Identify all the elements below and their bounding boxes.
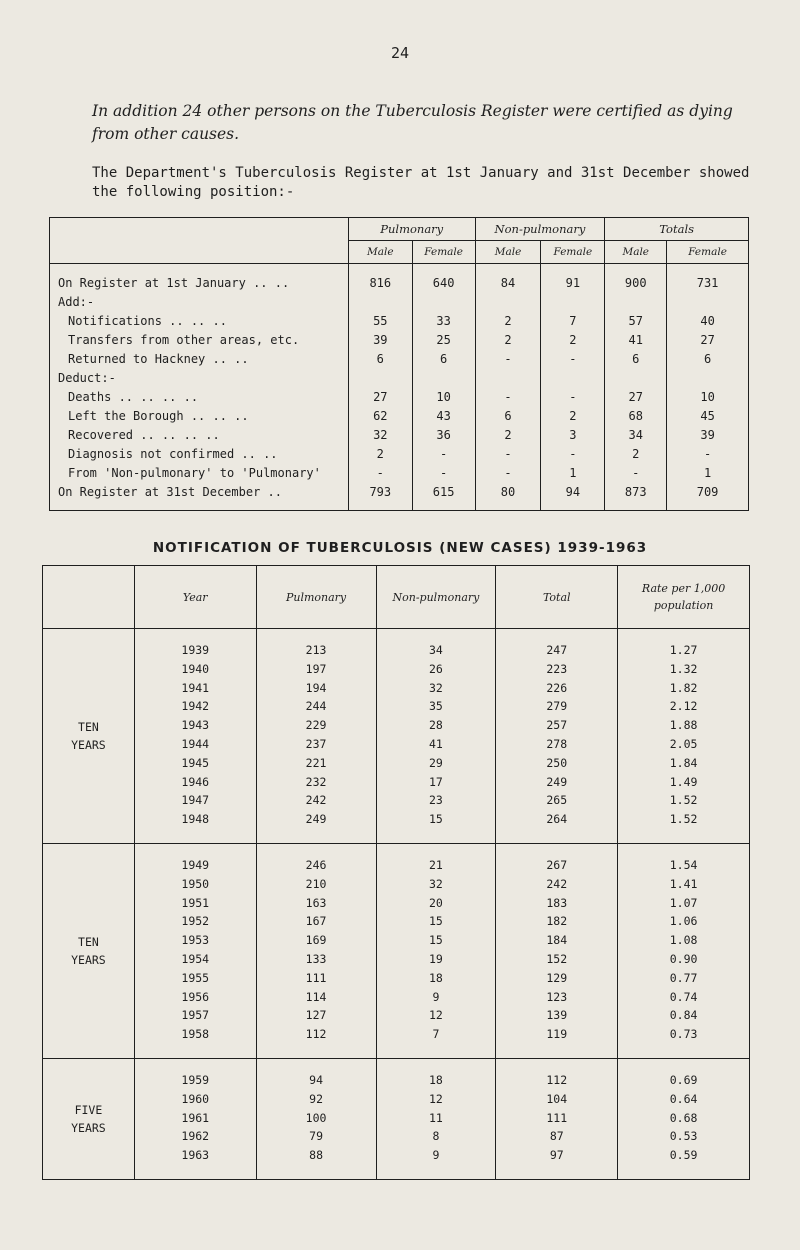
rate-value: 1.06	[669, 914, 698, 929]
rate-value: 0.90	[669, 951, 698, 966]
rate-value: 0.68	[669, 1110, 698, 1125]
notification-group-row	[43, 843, 750, 1058]
register-value	[476, 369, 541, 388]
register-row-label: Add:-	[58, 295, 95, 309]
register-sub-header: Female	[541, 241, 605, 264]
pulmonary-value: 92	[309, 1091, 323, 1106]
register-value: 39	[700, 428, 715, 442]
register-value: 2	[569, 333, 577, 347]
register-row-label: Diagnosis not confirmed .. ..	[68, 447, 278, 461]
group-label-line: YEARS	[71, 952, 106, 967]
year-value: 1950	[181, 876, 210, 891]
register-group-header: Totals	[605, 218, 749, 241]
non-pulmonary-value: 18	[429, 970, 443, 985]
notification-table	[42, 565, 750, 1180]
register-value: -	[504, 447, 512, 461]
register-value: -	[504, 352, 512, 366]
register-row-label: Transfers from other areas, etc.	[68, 333, 300, 347]
year-value: 1956	[181, 989, 210, 1004]
register-sub-header: Male	[348, 241, 412, 264]
group-label	[43, 1058, 135, 1179]
non-pulmonary-value: 9	[432, 1148, 440, 1163]
register-value: 27	[700, 333, 715, 347]
group-label-line: TEN	[78, 719, 99, 734]
register-table	[49, 217, 749, 511]
register-row-label: Deduct:-	[58, 371, 116, 385]
total-value: 250	[546, 755, 568, 770]
pulmonary-value: 79	[309, 1129, 323, 1144]
non-pulmonary-value: 29	[429, 755, 443, 770]
register-value	[605, 293, 666, 312]
column-year	[134, 843, 256, 1058]
pulmonary-value: 221	[305, 755, 327, 770]
column-pulmonary	[256, 629, 376, 844]
register-row-label: Recovered .. .. .. ..	[68, 428, 220, 442]
total-value: 279	[546, 699, 568, 714]
non-pulmonary-value: 19	[429, 951, 443, 966]
register-value: 2	[504, 333, 512, 347]
total-value: 104	[546, 1091, 568, 1106]
year-value: 1953	[181, 933, 210, 948]
register-value: 33	[436, 314, 451, 328]
pulmonary-value: 167	[305, 914, 327, 929]
pulmonary-value: 111	[305, 970, 327, 985]
non-pulmonary-value: 28	[429, 718, 443, 733]
rate-value: 1.07	[669, 895, 698, 910]
header-non-pulmonary: Non-pulmonary	[376, 566, 496, 629]
rate-value: 1.88	[669, 718, 698, 733]
non-pulmonary-value: 32	[429, 680, 443, 695]
register-value	[541, 369, 604, 388]
year-value: 1946	[181, 774, 210, 789]
register-value	[349, 293, 412, 312]
register-value: 731	[696, 276, 719, 290]
non-pulmonary-value: 8	[432, 1129, 440, 1144]
total-value: 247	[546, 643, 568, 657]
register-value: 43	[436, 409, 451, 423]
pulmonary-value: 112	[305, 1027, 327, 1042]
register-value: 709	[696, 485, 719, 499]
non-pulmonary-value: 9	[432, 989, 440, 1004]
register-corner-cell	[50, 218, 349, 264]
total-value: 129	[546, 970, 568, 985]
column-rate	[618, 843, 750, 1058]
rate-value: 1.32	[669, 661, 698, 676]
register-value: -	[569, 352, 577, 366]
non-pulmonary-value: 17	[429, 774, 443, 789]
year-value: 1960	[181, 1091, 210, 1106]
rate-value: 1.08	[669, 933, 698, 948]
register-value: 6	[504, 409, 512, 423]
pulmonary-value: 232	[305, 774, 327, 789]
total-value: 242	[546, 876, 568, 891]
register-value: 62	[373, 409, 388, 423]
pulmonary-value: 100	[305, 1110, 327, 1125]
total-value: 97	[549, 1148, 564, 1163]
register-row-label: From 'Non-pulmonary' to 'Pulmonary'	[68, 466, 321, 480]
rate-value: 0.69	[669, 1072, 698, 1087]
rate-value: 0.59	[669, 1148, 698, 1163]
pulmonary-value: 197	[305, 661, 327, 676]
pulmonary-value: 213	[305, 643, 327, 657]
register-value	[605, 369, 666, 388]
register-value: 2	[569, 409, 577, 423]
register-value	[349, 369, 412, 388]
rate-value: 1.52	[669, 793, 698, 808]
non-pulmonary-value: 12	[429, 1091, 443, 1106]
register-value: 7	[569, 314, 577, 328]
header-total: Total	[496, 566, 618, 629]
total-value: 123	[546, 989, 568, 1004]
column-year	[134, 629, 256, 844]
rate-value: 0.77	[669, 970, 698, 985]
year-value: 1952	[181, 914, 210, 929]
register-col-pulmonary-female	[412, 264, 475, 511]
register-value: 2	[376, 447, 384, 461]
year-value: 1955	[181, 970, 210, 985]
rate-value: 1.52	[669, 812, 698, 827]
register-value: 34	[628, 428, 643, 442]
pulmonary-value: 229	[305, 718, 327, 733]
non-pulmonary-value: 15	[429, 914, 443, 929]
register-value: 94	[565, 485, 581, 499]
register-value: 6	[703, 352, 712, 366]
year-value: 1940	[181, 661, 210, 676]
register-value: 10	[700, 390, 715, 404]
pulmonary-value: 169	[305, 933, 327, 948]
register-col-totals-female	[667, 264, 749, 511]
column-total	[496, 629, 618, 844]
register-value	[667, 293, 748, 312]
pulmonary-value: 244	[305, 699, 327, 714]
total-value: 265	[546, 793, 568, 808]
register-col-totals-male	[605, 264, 667, 511]
register-sub-header: Male	[475, 241, 541, 264]
total-value: 264	[546, 812, 568, 827]
register-value	[541, 293, 604, 312]
pulmonary-value: 194	[305, 680, 327, 695]
total-value: 184	[546, 933, 568, 948]
total-value: 152	[546, 951, 568, 966]
year-value: 1944	[181, 736, 210, 751]
non-pulmonary-value: 23	[429, 793, 443, 808]
register-value: 45	[700, 409, 715, 423]
register-sub-header: Female	[667, 241, 749, 264]
register-col-nonpulmonary-male	[475, 264, 541, 511]
register-value: -	[504, 390, 512, 404]
register-value: -	[440, 466, 448, 480]
year-value: 1962	[181, 1129, 210, 1144]
rate-value: 1.27	[669, 643, 698, 657]
register-value: 2	[504, 314, 512, 328]
year-value: 1942	[181, 699, 210, 714]
register-sub-header: Male	[605, 241, 667, 264]
register-value	[476, 293, 541, 312]
register-value: 25	[436, 333, 451, 347]
non-pulmonary-value: 20	[429, 895, 443, 910]
total-value: 119	[546, 1027, 568, 1042]
register-group-header: Pulmonary	[348, 218, 475, 241]
pulmonary-value: 249	[305, 812, 327, 827]
register-value: 41	[628, 333, 643, 347]
pulmonary-value: 163	[305, 895, 327, 910]
register-value: -	[703, 447, 712, 461]
register-row-label: Notifications .. .. ..	[68, 314, 227, 328]
non-pulmonary-value: 32	[429, 876, 443, 891]
non-pulmonary-value: 15	[429, 812, 443, 827]
register-value: 40	[700, 314, 715, 328]
register-value: 6	[440, 352, 448, 366]
column-total	[496, 1058, 618, 1179]
rate-value: 1.41	[669, 876, 698, 891]
notification-title: NOTIFICATION OF TUBERCULOSIS (NEW CASES) 1939-1963	[152, 540, 648, 556]
register-row-label: Left the Borough .. .. ..	[68, 409, 249, 423]
register-value: 900	[624, 276, 647, 290]
register-sub-header: Female	[412, 241, 475, 264]
rate-value: 2.12	[669, 699, 698, 714]
intro-text: In addition 24 other persons on the Tuberculosis Register were certified as dying from other causes.	[92, 102, 733, 143]
page-number: 24	[390, 44, 410, 62]
year-value: 1943	[181, 718, 210, 733]
total-value: 182	[546, 914, 568, 929]
rate-value: 1.84	[669, 755, 698, 770]
group-label-line: TEN	[78, 934, 99, 949]
register-value: -	[504, 466, 512, 480]
register-value: -	[632, 466, 640, 480]
register-value: 2	[504, 428, 512, 442]
register-value: 3	[569, 428, 577, 442]
register-value: -	[569, 390, 577, 404]
register-value: 816	[369, 276, 392, 290]
group-label-line: YEARS	[71, 1120, 106, 1135]
total-value: 249	[546, 774, 568, 789]
pulmonary-value: 133	[305, 951, 327, 966]
non-pulmonary-value: 34	[429, 643, 443, 657]
pulmonary-value: 114	[305, 989, 327, 1004]
header-year: Year	[134, 566, 256, 629]
register-col-pulmonary-male	[348, 264, 412, 511]
pulmonary-value: 246	[305, 857, 327, 872]
register-value: 1	[703, 466, 712, 480]
non-pulmonary-value: 11	[429, 1110, 443, 1125]
rate-value: 0.84	[669, 1008, 698, 1023]
register-value: 1	[569, 466, 577, 480]
rate-value: 0.73	[669, 1027, 698, 1042]
pulmonary-value: 127	[305, 1008, 327, 1023]
register-value: 6	[376, 352, 384, 366]
register-group-header: Non-pulmonary	[475, 218, 605, 241]
year-value: 1947	[181, 793, 210, 808]
register-row-label: On Register at 31st December ..	[58, 485, 282, 499]
notification-group-row	[43, 1058, 750, 1179]
year-value: 1957	[181, 1008, 210, 1023]
register-intro-paragraph: The Department's Tuberculosis Register at 1st January and 31st December showed the following position:-	[92, 165, 750, 200]
total-value: 87	[549, 1129, 564, 1144]
register-value: -	[376, 466, 384, 480]
register-value: 91	[565, 276, 581, 290]
pulmonary-value: 210	[305, 876, 327, 891]
register-value: 68	[628, 409, 643, 423]
column-year	[134, 1058, 256, 1179]
register-value: -	[569, 447, 577, 461]
notification-corner-cell	[43, 566, 135, 629]
register-value	[413, 369, 475, 388]
register-value: 27	[373, 390, 388, 404]
register-row-label: Deaths .. .. .. ..	[68, 390, 199, 404]
register-value: 10	[436, 390, 451, 404]
non-pulmonary-value: 15	[429, 933, 443, 948]
notification-group-row	[43, 629, 750, 844]
rate-value: 1.49	[669, 774, 698, 789]
total-value: 226	[546, 680, 568, 695]
register-value: -	[440, 447, 448, 461]
year-value: 1951	[181, 895, 210, 910]
total-value: 223	[546, 661, 568, 676]
register-value: 640	[432, 276, 455, 290]
group-label	[43, 843, 135, 1058]
group-label	[43, 629, 135, 844]
non-pulmonary-value: 12	[429, 1008, 443, 1023]
register-value: 793	[369, 485, 392, 499]
year-value: 1958	[181, 1027, 210, 1042]
pulmonary-value: 242	[305, 793, 327, 808]
year-value: 1949	[181, 857, 210, 872]
column-non-pulmonary	[376, 1058, 496, 1179]
column-non-pulmonary	[376, 843, 496, 1058]
year-value: 1941	[181, 680, 210, 695]
non-pulmonary-value: 35	[429, 699, 443, 714]
non-pulmonary-value: 7	[432, 1027, 440, 1042]
total-value: 267	[546, 857, 568, 872]
year-value: 1939	[181, 643, 210, 657]
total-value: 278	[546, 736, 568, 751]
group-label-line: YEARS	[71, 737, 106, 752]
column-rate	[618, 629, 750, 844]
column-non-pulmonary	[376, 629, 496, 844]
column-pulmonary	[256, 843, 376, 1058]
year-value: 1945	[181, 755, 210, 770]
year-value: 1963	[181, 1148, 210, 1163]
pulmonary-value: 237	[305, 736, 327, 751]
rate-value: 2.05	[669, 736, 698, 751]
register-value: 32	[373, 428, 388, 442]
header-pulmonary: Pulmonary	[256, 566, 376, 629]
non-pulmonary-value: 21	[429, 857, 443, 872]
rate-value: 1.54	[669, 857, 698, 872]
rate-value: 0.64	[669, 1091, 698, 1106]
year-value: 1961	[181, 1110, 210, 1125]
register-value: 36	[436, 428, 451, 442]
group-label-line: FIVE	[74, 1102, 103, 1117]
register-value: 6	[632, 352, 640, 366]
pulmonary-value: 94	[309, 1072, 323, 1087]
column-pulmonary	[256, 1058, 376, 1179]
total-value: 257	[546, 718, 568, 733]
pulmonary-value: 88	[309, 1148, 323, 1163]
total-value: 183	[546, 895, 568, 910]
register-value: 615	[432, 485, 455, 499]
register-value: 873	[624, 485, 647, 499]
non-pulmonary-value: 41	[429, 736, 443, 751]
register-value: 39	[373, 333, 388, 347]
non-pulmonary-value: 18	[429, 1072, 443, 1087]
register-value	[413, 293, 475, 312]
total-value: 139	[546, 1008, 568, 1023]
register-value	[667, 369, 748, 388]
header-rate: Rate per 1,000 population	[618, 566, 750, 629]
rate-value: 0.74	[669, 989, 698, 1004]
rate-value: 0.53	[669, 1129, 698, 1144]
non-pulmonary-value: 26	[429, 661, 443, 676]
register-value: 55	[373, 314, 388, 328]
total-value: 111	[546, 1110, 568, 1125]
total-value: 112	[546, 1072, 568, 1087]
column-total	[496, 843, 618, 1058]
rate-value: 1.82	[669, 680, 698, 695]
register-value: 84	[500, 276, 516, 290]
year-value: 1959	[181, 1072, 210, 1087]
register-row-label: On Register at 1st January .. ..	[58, 276, 290, 290]
column-rate	[618, 1058, 750, 1179]
register-value: 57	[628, 314, 643, 328]
register-row-labels	[50, 264, 349, 511]
register-col-nonpulmonary-female	[541, 264, 605, 511]
register-value: 80	[500, 485, 516, 499]
year-value: 1948	[181, 812, 210, 827]
register-value: 2	[632, 447, 640, 461]
register-row-label: Returned to Hackney .. ..	[68, 352, 249, 366]
year-value: 1954	[181, 951, 210, 966]
register-value: 27	[628, 390, 643, 404]
